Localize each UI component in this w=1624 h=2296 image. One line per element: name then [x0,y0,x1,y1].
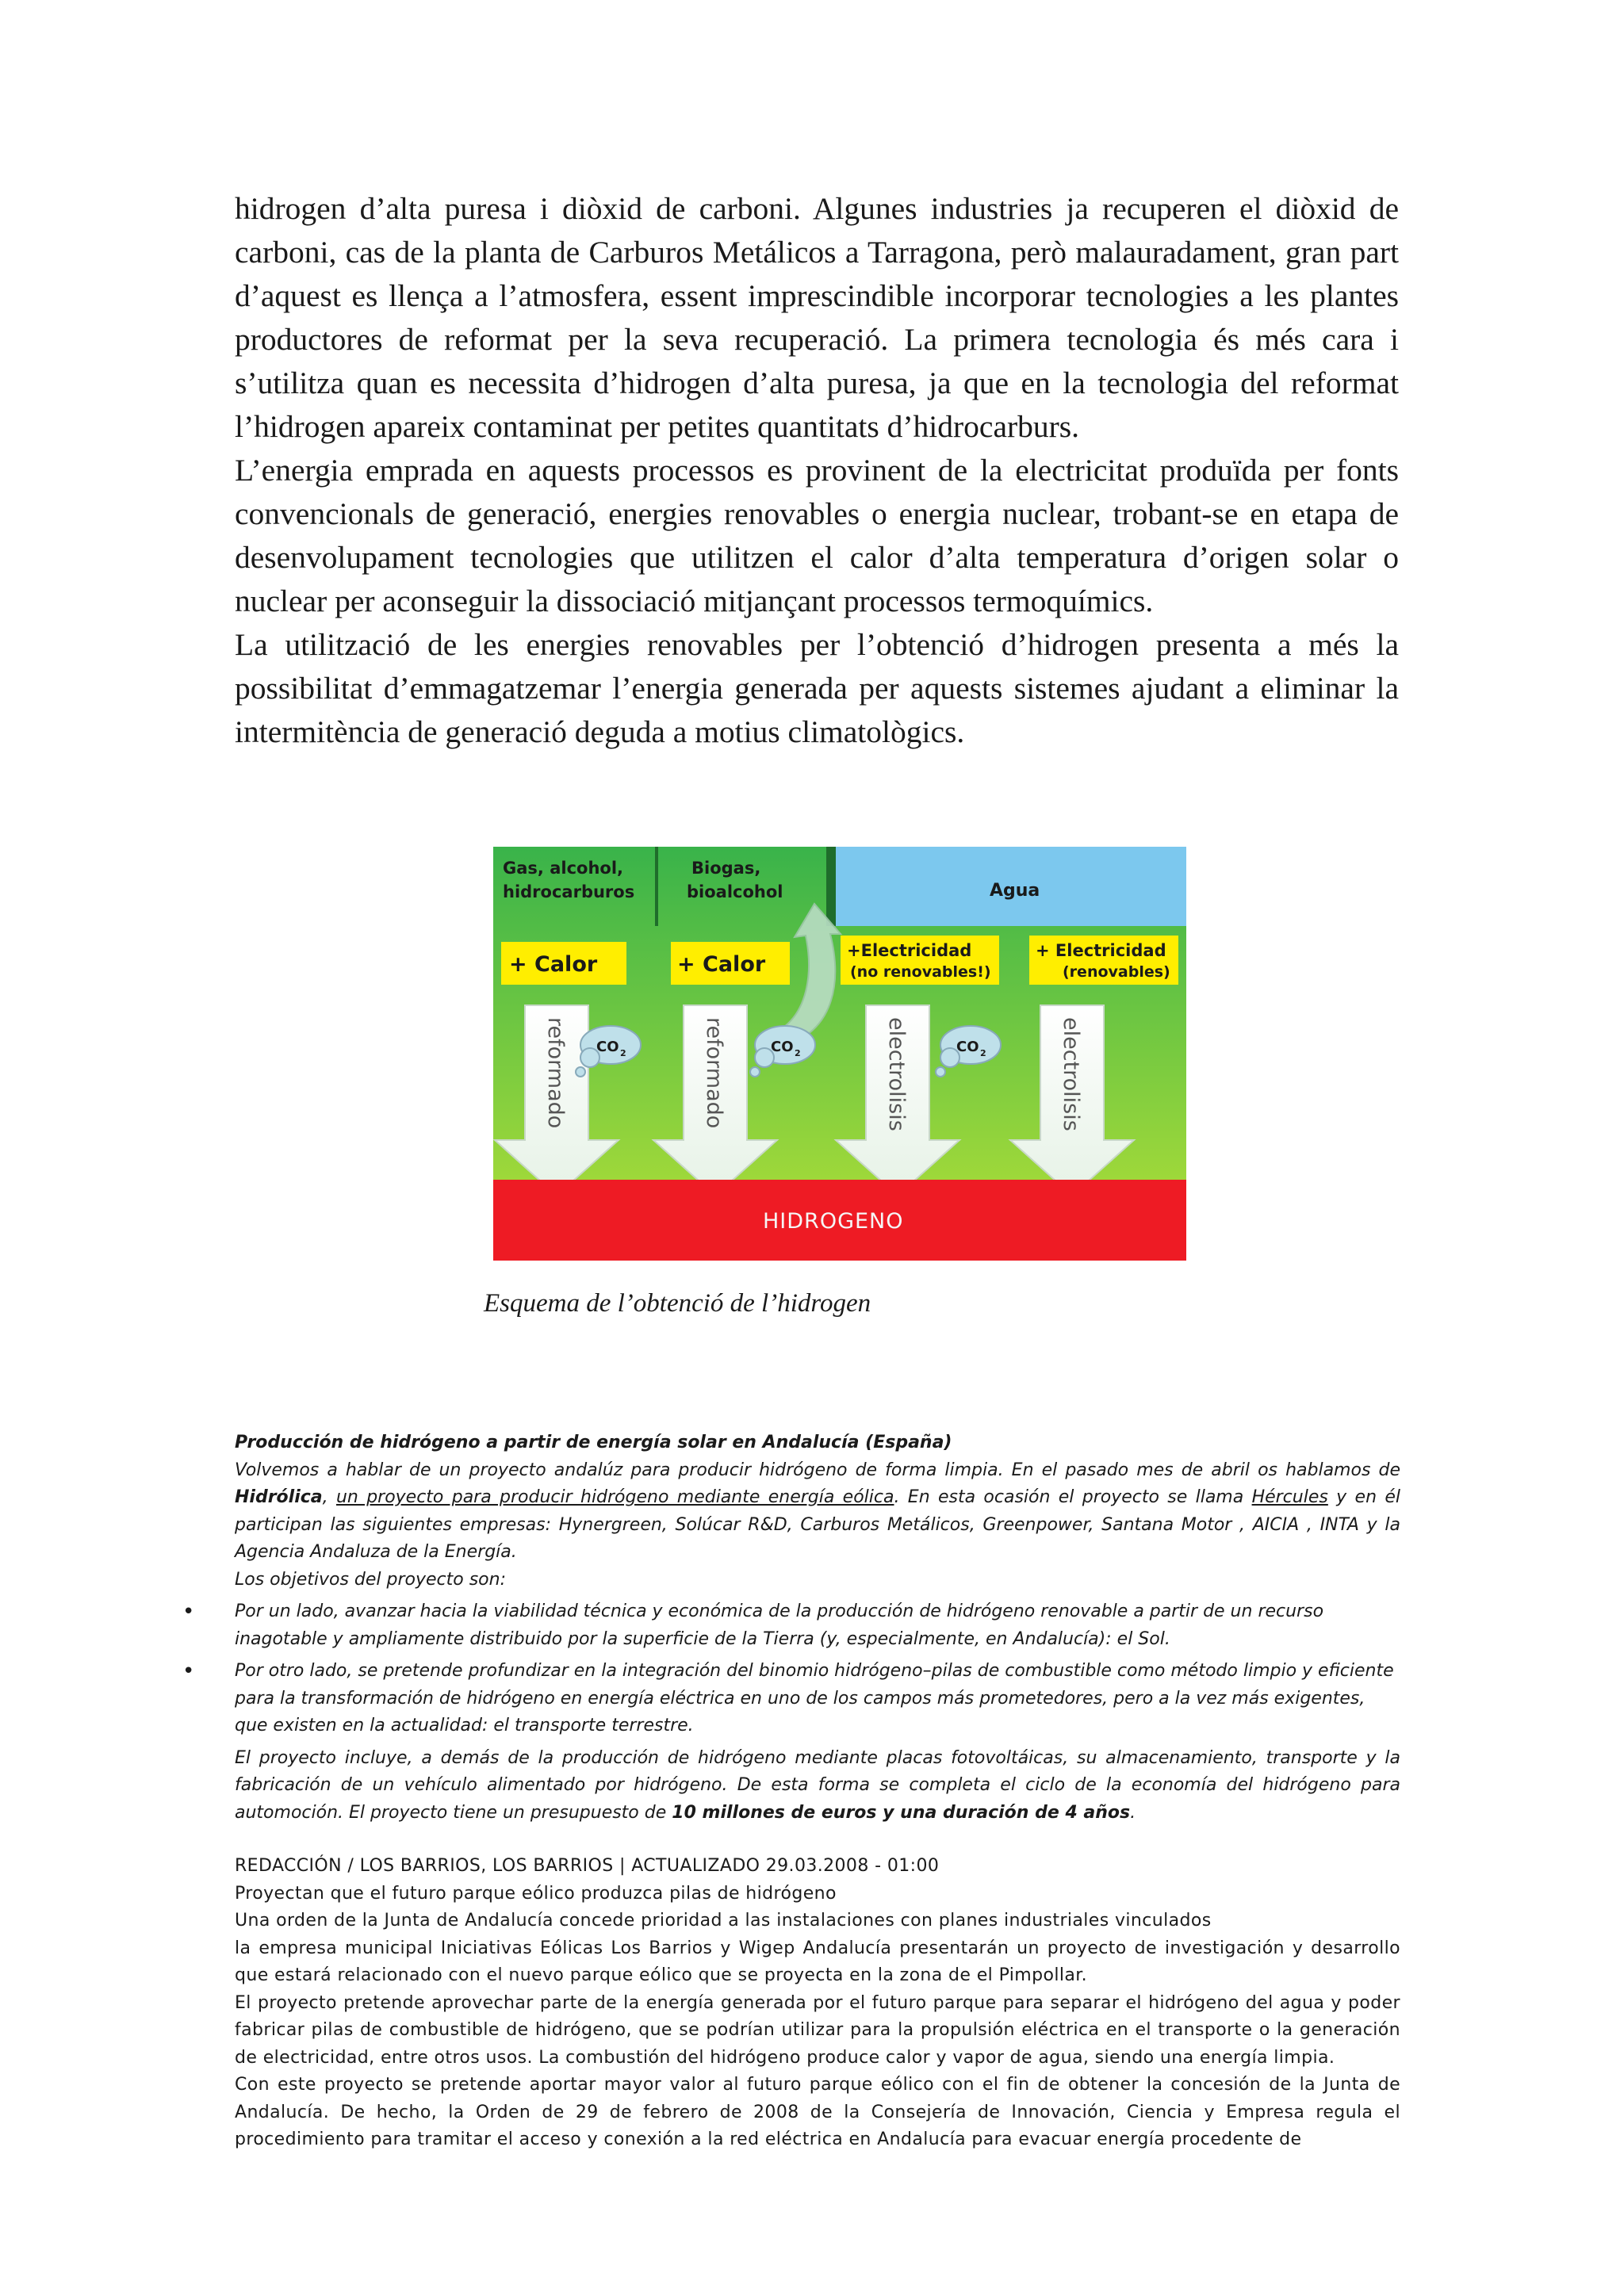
divider-strip [826,847,836,926]
news-byline: REDACCIÓN / LOS BARRIOS, LOS BARRIOS | ACTUALIZADO 29.03.2008 - 01:00 [235,1856,940,1876]
spanish-article [182,1429,1400,1827]
bullet-icon: • [182,1600,195,1624]
co2-label: CO [596,1039,619,1055]
list-item-text: Por un lado, avanzar hacia la viabilidad técnica y económica de la producción de hidrógeno renovable a partir de un recurso inagotable y ampliamente distribuido por la superficie de la Tierra (y, especialmente, en Andalucía): el Sol. [235,1601,1324,1649]
process-label-reformado-2: reformado [702,1017,726,1129]
closing-text: . [1130,1802,1136,1823]
paragraph: hidrogen d’alta puresa i diòxid de carboni. Algunes industries ja recuperen el diòxid de carboni, cas de la planta de Carburos Metálicos a Tarragona, però malauradament, gran part d’aquest es llença a l’atmosfera, essent imprescindible incorporar tecnologies a les plantes productores de reformat per la seva recuperació. La primera tecnologia és més cara i s’utilitza quan es necessita d’hidrogen d’alta puresa, ja que en la tecnologia del reformat l’hidrogen apareix contaminat per petites quantitats d’hidrocarburs. [235,191,1399,444]
input-label-nonrenewable: (no renovables!) [850,963,991,981]
input-label-heat-1: + Calor [509,952,598,977]
co2-subscript: 2 [795,1048,801,1058]
process-label-electrolisis-1: electrolisis [884,1017,909,1131]
news-article [235,1853,1400,2154]
hercules-link[interactable]: Hércules [1251,1487,1328,1507]
source-label-biogas: Biogas, [691,859,761,878]
source-label-bioalcohol: bioalcohol [687,882,783,901]
source-label-water: Agua [990,881,1040,901]
closing-text: El proyecto incluye, a demás de la producción de hidrógeno mediante placas fotovoltáicas, su almacenamiento, transporte y la fabricación de un vehículo alimentado por hidrógeno. De esta forma se completa el ciclo de la economía del hidrógeno para automoción. El proyecto tiene un presupuesto de [235,1747,1400,1823]
intro-text: . En esta ocasión el proyecto se llama [894,1487,1252,1507]
wind-project-link[interactable]: un proyecto para producir hidrógeno mediante energía eólica [335,1487,894,1507]
news-paragraph: Con este proyecto se pretende aportar mayor valor al futuro parque eólico con el fin de obtener la concesión de la Junta de Andalucía. De hecho, la Orden de 29 de febrero de 2008 de la Consejería de Innovación, Ciencia y Empresa regula el procedimiento para tramitar el acceso y conexión a la red eléctrica en Andalucía para evacuar energía procedente de [235,2075,1400,2149]
article-title: Producción de hidrógeno a partir de energía solar en Andalucía (España) [235,1433,952,1452]
news-paragraph: la empresa municipal Iniciativas Eólicas Los Barrios y Wigep Andalucía presentarán un proyecto de investigación y desarrollo que estará relacionado con el nuevo parque eólico que se proyecta en la zona de el Pimpollar. [235,1938,1400,1985]
co2-subscript: 2 [980,1048,986,1058]
intro-text: , [322,1487,336,1507]
catalan-body-text [235,187,1399,754]
input-label-electricity-nonrenewable: +Electricidad [847,941,972,960]
intro-text: Volvemos a hablar de un proyecto andalúz para producir hidrógeno de forma limpia. En el pasado mes de abril os hablamos de [235,1460,1400,1480]
co2-subscript: 2 [620,1048,626,1058]
objectives-label: Los objetivos del proyecto son: [235,1569,506,1590]
paragraph: L’energia emprada en aquests processos es provinent de la electricitat produïda per fonts convencionals de generació, energies renovables o energia nuclear, trobant-se en etapa de desenvolupament tecnologies que utilitzen el calor d’alta temperatura d’origen solar o nuclear per aconseguir la dissociació mitjançant processos termoquímics. [235,453,1399,618]
co2-label: CO [956,1039,979,1055]
list-item [182,1658,1400,1740]
objectives-list [182,1598,1400,1740]
intro-text: y en él participan las siguientes empresas: Hynergreen, Solúcar R&D, Carburos Metálicos, Greenpower, Santana Motor , AICIA , INTA y la Agencia Andaluza de la Energía. [235,1487,1400,1562]
paragraph: La utilització de les energies renovables per l’obtenció d’hidrogen presenta a més la possibilitat d’emmagatzemar l’energia generada per aquests sistemes ajudant a eliminar la intermitència de generació deguda a motius climatològics. [235,627,1399,749]
hydrogen-scheme-diagram [493,847,1186,1261]
input-label-heat-2: + Calor [677,952,766,977]
hydrogen-scheme-figure [493,847,1186,1261]
news-paragraph: El proyecto pretende aprovechar parte de la energía generada por el futuro parque para separar el hidrógeno del agua y poder fabricar pilas de combustible de hidrógeno, que se podrían utilizar para la propulsión eléctrica en el transporte o la generación de electricidad, entre otros usos. La combustión del hidrógeno produce calor y vapor de agua, siendo una energía limpia. [235,1992,1400,2068]
news-headline: Proyectan que el futuro parque eólico produzca pilas de hidrógeno [235,1883,837,1904]
source-label-hydrocarbons: hidrocarburos [503,882,635,901]
list-item [182,1598,1400,1653]
figure-caption: Esquema de l’obtenció de l’hidrogen [484,1289,871,1318]
process-label-reformado-1: reformado [543,1017,568,1129]
bullet-icon: • [182,1659,195,1683]
hidrolica-bold: Hidrólica [235,1487,323,1507]
process-label-electrolisis-2: electrolisis [1059,1017,1083,1131]
co2-label: CO [771,1039,794,1055]
article-intro [235,1457,1400,1567]
list-item-text: Por otro lado, se pretende profundizar en la integración del binomio hidrógeno–pilas de combustible como método limpio y eficiente para la transformación de hidrógeno en energía eléctrica en uno de los campos más prometedores, pero a la vez más exigentes, que existen en la actualidad: el transporte terrestre. [235,1661,1394,1735]
news-subheadline: Una orden de la Junta de Andalucía concede prioridad a las instalaciones con planes industriales vinculados [235,1911,1212,1931]
input-label-renewable: (renovables) [1063,963,1170,981]
hydrogen-label: HIDROGENO [763,1209,904,1234]
closing-bold: 10 millones de euros y una duración de 4 años [672,1802,1131,1823]
input-label-electricity-renewable: + Electricidad [1036,941,1166,960]
article-closing [235,1745,1400,1827]
source-label-gas: Gas, alcohol, [503,859,623,878]
